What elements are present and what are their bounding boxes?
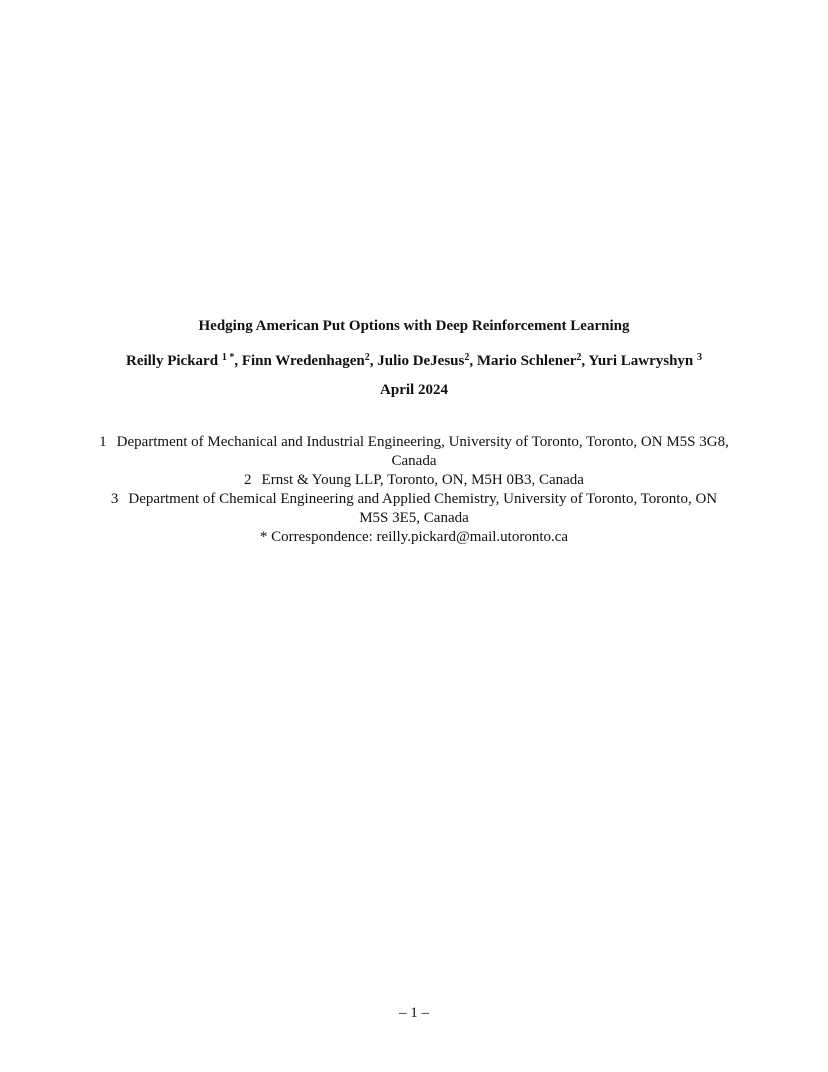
paper-date: April 2024 <box>380 382 448 398</box>
author-affiliation-mark: 2 <box>364 352 370 363</box>
author-affiliation-mark: 1 * <box>221 352 235 363</box>
author-list <box>0 353 828 370</box>
affiliation-item <box>95 471 733 490</box>
affiliation-number: 2 <box>244 472 252 488</box>
author-separator: , <box>469 353 477 369</box>
affiliation-list <box>95 433 733 547</box>
author-name: Yuri Lawryshyn <box>588 353 694 369</box>
author-separator: , <box>369 353 378 369</box>
affiliation-number: 3 <box>110 491 119 507</box>
affiliation-text: Ernst & Young LLP, Toronto, ON, M5H 0B3, Canada <box>261 472 584 488</box>
author-name: Reilly Pickard <box>125 353 219 369</box>
author-separator: , <box>234 353 242 369</box>
affiliation-item <box>95 433 733 471</box>
author-name: Julio DeJesus <box>377 353 465 369</box>
author-name: Mario Schlener <box>476 353 577 369</box>
author-affiliation-mark: 3 <box>697 352 703 363</box>
page-number: – 1 – <box>399 1005 429 1021</box>
affiliation-text: Department of Chemical Engineering and Applied Chemistry, University of Toronto, Toronto, ON M5S 3E5, Canada <box>128 491 718 526</box>
paper-title: Hedging American Put Options with Deep Reinforcement Learning <box>198 318 630 334</box>
author-affiliation-mark: 2 <box>576 352 582 363</box>
author-separator: , <box>581 353 589 369</box>
affiliation-text: Department of Mechanical and Industrial Engineering, University of Toronto, Toronto, ON M5S 3G8, Canada <box>116 434 729 469</box>
author-name: Finn Wredenhagen <box>241 353 365 369</box>
affiliation-item <box>95 490 733 528</box>
correspondence-line: * Correspondence: reilly.pickard@mail.utoronto.ca <box>259 529 569 545</box>
affiliation-number: 1 <box>99 434 107 450</box>
author-affiliation-mark: 2 <box>464 352 470 363</box>
